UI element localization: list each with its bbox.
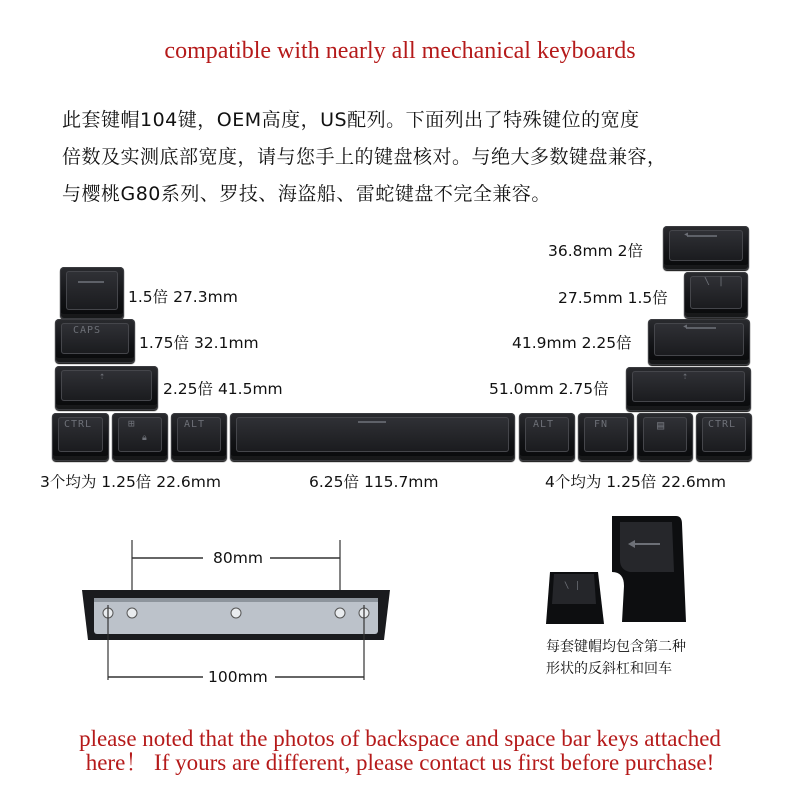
caption-line-1: 每套键帽均包含第二种 <box>546 639 686 655</box>
right-alt-legend: ALT <box>533 419 555 430</box>
right-shift-arrow-icon: ⇡ <box>682 371 690 382</box>
keycap-left-alt <box>171 413 227 461</box>
intro-line-3: 与樱桃G80系列、罗技、海盗船、雷蛇键盘不完全兼容。 <box>62 183 551 205</box>
alternate-keys-caption <box>546 636 686 680</box>
menu-icon: ▤ <box>657 418 666 432</box>
keycap-fn <box>578 413 634 461</box>
keycap-caps <box>55 319 135 363</box>
lock-icon: 🔒︎ <box>142 433 148 443</box>
left-modifiers-label: 3个均为 1.25倍 22.6mm <box>40 473 221 491</box>
stem-inner-left <box>127 608 137 618</box>
caps-legend: CAPS <box>73 325 102 336</box>
keycap-menu <box>637 413 693 461</box>
right-ctrl-legend: CTRL <box>708 419 737 430</box>
keycap-left-ctrl <box>52 413 109 461</box>
keycap-right-ctrl <box>696 413 752 461</box>
alt-backslash-legend: \ | <box>564 581 581 591</box>
keycap-left-win <box>112 413 168 461</box>
keycap-backslash <box>684 272 748 318</box>
keycap-enter <box>648 319 750 365</box>
backslash-legend: \ | <box>704 276 726 287</box>
enter-width-label: 41.9mm 2.25倍 <box>512 334 632 352</box>
keycap-spacebar <box>230 413 515 461</box>
intro-line-1: 此套键帽104键，OEM高度，US配列。下面列出了特殊键位的宽度 <box>62 109 640 131</box>
backslash-width-label: 27.5mm 1.5倍 <box>558 289 668 307</box>
fn-legend: FN <box>594 419 609 430</box>
iso-enter-top <box>620 522 674 572</box>
footer-note-line-2: here！ If yours are different, please contact us first before purchase! <box>85 750 715 775</box>
left-ctrl-legend: CTRL <box>64 419 93 430</box>
alternate-keycaps-photo <box>540 512 720 632</box>
spacebar-width-label: 6.25倍 115.7mm <box>309 473 439 491</box>
backspace-arrow-icon: ◂ <box>683 229 691 240</box>
footer-note-line-1: please noted that the photos of backspace and space bar keys attached <box>79 726 721 751</box>
underside-rim <box>94 598 378 602</box>
left-alt-legend: ALT <box>184 419 206 430</box>
keycap-right-alt <box>519 413 575 461</box>
enter-arrow-icon: ◂ <box>682 321 690 332</box>
right-shift-width-label: 51.0mm 2.75倍 <box>489 380 609 398</box>
inner-stem-distance-label: 80mm <box>213 549 263 567</box>
shift-arrow-icon: ⇡ <box>99 371 107 382</box>
page-title: compatible with nearly all mechanical keyboards <box>164 38 636 64</box>
intro-line-2: 倍数及实测底部宽度，请与您手上的键盘核对。与绝大多数键盘兼容， <box>62 146 667 168</box>
caps-width-label: 1.75倍 32.1mm <box>139 334 259 352</box>
caption-line-2: 形状的反斜杠和回车 <box>546 661 672 677</box>
keycap-backspace <box>663 226 749 270</box>
key-1-5u-label: 1.5倍 27.3mm <box>128 288 238 306</box>
backspace-width-label: 36.8mm 2倍 <box>548 242 643 260</box>
right-modifiers-label: 4个均为 1.25倍 22.6mm <box>545 473 726 491</box>
keycap-right-shift <box>626 367 751 411</box>
left-shift-width-label: 2.25倍 41.5mm <box>163 380 283 398</box>
keycap-1-5u <box>60 267 124 319</box>
windows-icon: ⊞ <box>128 417 136 430</box>
stem-center <box>231 608 241 618</box>
keycap-left-shift <box>55 366 158 410</box>
outer-stem-distance-label: 100mm <box>208 668 268 686</box>
stem-inner-right <box>335 608 345 618</box>
